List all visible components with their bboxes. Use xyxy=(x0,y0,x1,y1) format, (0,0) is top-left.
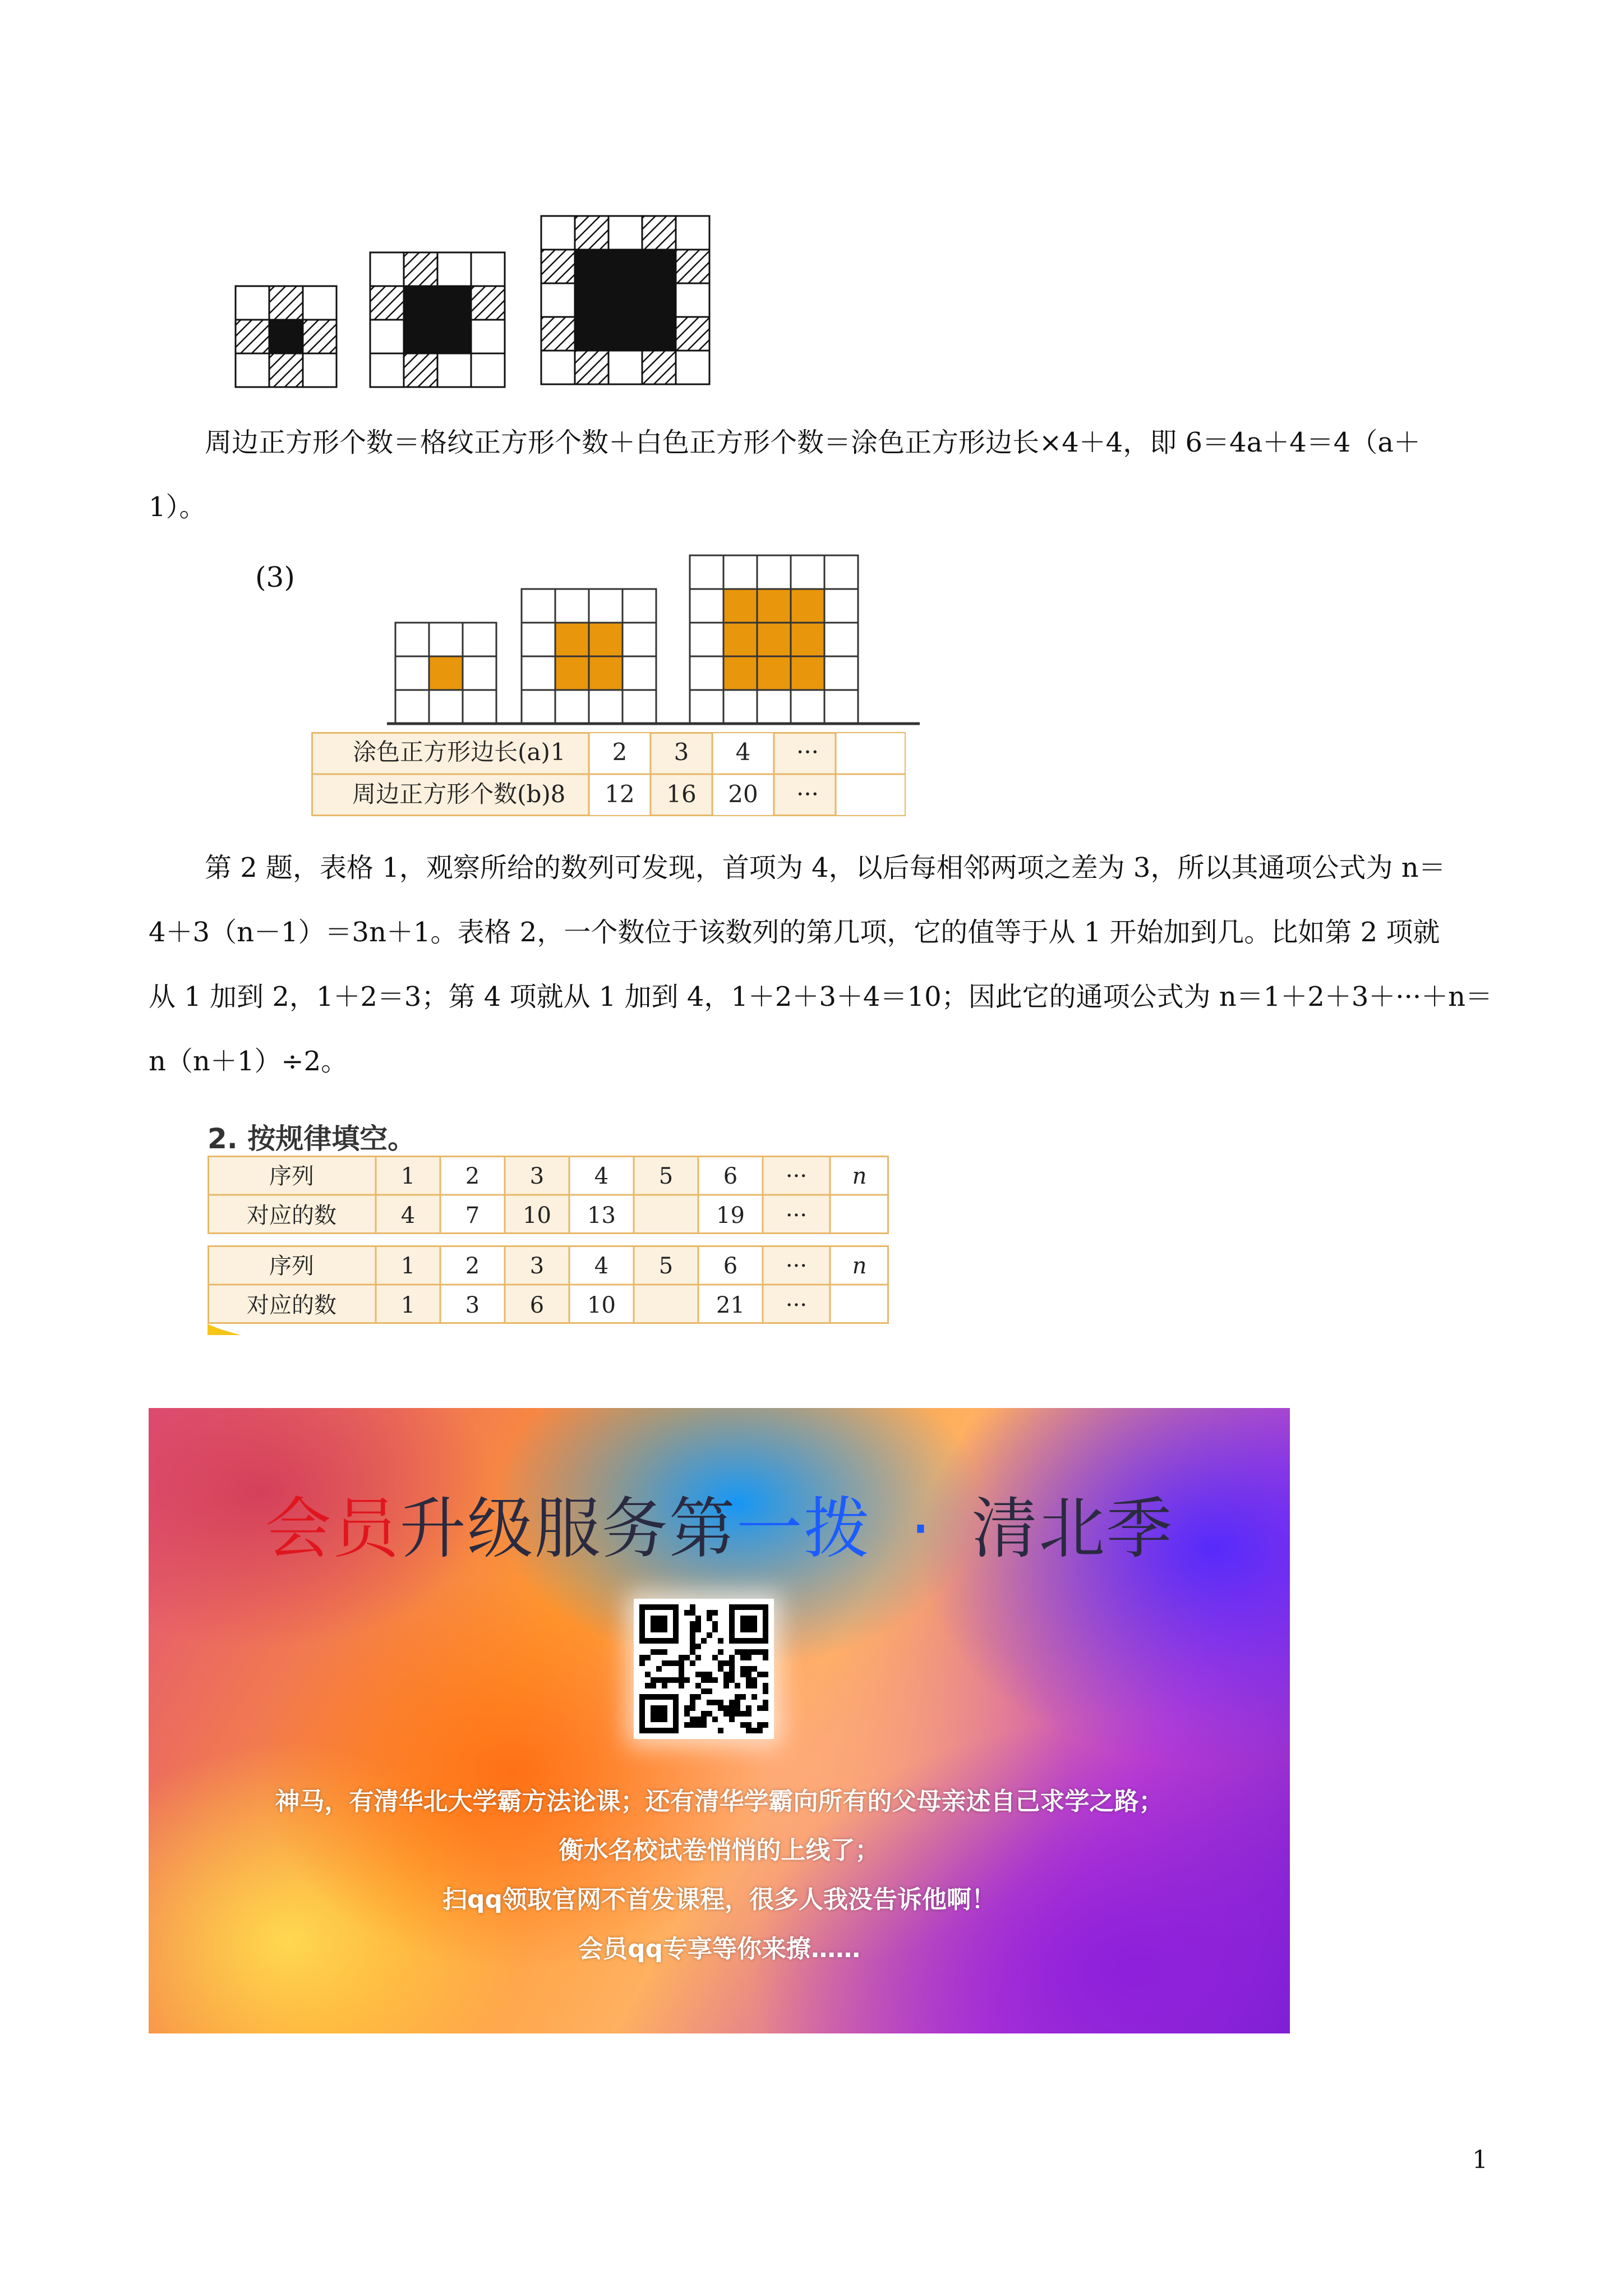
pattern-2 xyxy=(370,252,505,387)
value-cell: 19 xyxy=(716,1203,745,1228)
sequence-cell: ··· xyxy=(785,1253,808,1279)
pattern-figure xyxy=(224,213,729,398)
sequence-cell: 2 xyxy=(465,1163,480,1189)
banner-line-2: 衡水名校试卷悄悄的上线了； xyxy=(559,1836,880,1865)
sequence-cell: 5 xyxy=(658,1163,674,1189)
value-cell: ··· xyxy=(785,1292,808,1318)
sequence-cell: n xyxy=(852,1253,867,1279)
promo-banner[interactable] xyxy=(149,1408,1290,2033)
pattern-3 xyxy=(541,216,709,384)
value-cell: 10 xyxy=(587,1292,616,1318)
row-label-sequence: 序列 xyxy=(269,1163,314,1189)
value-cell: 4 xyxy=(400,1203,416,1228)
figure-3-label: (3) xyxy=(255,561,295,593)
row-b-label: 周边正方形个数(b) xyxy=(352,780,551,808)
sequence-cell: 3 xyxy=(529,1163,545,1189)
a-value: 2 xyxy=(612,738,628,766)
sequence-cell: ··· xyxy=(785,1163,808,1189)
a-value: 3 xyxy=(674,738,689,766)
b-value: 8 xyxy=(550,780,566,808)
paragraph-2-line-4: n（n＋1）÷2。 xyxy=(149,1046,348,1077)
paragraph-2-line-3: 从 1 加到 2，1＋2＝3；第 4 项就从 1 加到 4，1＋2＋3＋4＝10；因此它的通项公式为 n＝1＋2＋3＋···＋n＝ xyxy=(149,981,1493,1013)
row-label-value: 对应的数 xyxy=(247,1292,336,1318)
banner-line-4: 会员qq专享等你来撩…… xyxy=(578,1935,860,1963)
banner-line-1: 神马，有清华北大学霸方法论课；还有清华学霸向所有的父母亲述自己求学之路； xyxy=(275,1787,1164,1816)
paragraph-2-line-1: 第 2 题，表格 1，观察所给的数列可发现，首项为 4，以后每相邻两项之差为 3，所以其通项公式为 n＝ xyxy=(205,852,1446,884)
value-cell: ··· xyxy=(785,1203,808,1228)
sequence-cell: 6 xyxy=(723,1253,738,1279)
question-2-tables xyxy=(208,1156,909,1335)
banner-title xyxy=(149,1475,1290,1571)
banner-title-part-2: 升级服务第 xyxy=(399,1490,736,1567)
b-value: 16 xyxy=(666,780,697,808)
sequence-table-2 xyxy=(208,1245,889,1324)
orange-grids xyxy=(387,555,920,724)
paragraph-1 xyxy=(149,411,1489,540)
paragraph-2 xyxy=(149,836,1493,1094)
page-number: 1 xyxy=(1472,2146,1488,2174)
b-value: 12 xyxy=(605,780,635,808)
value-cell: 6 xyxy=(529,1292,545,1318)
pattern-1 xyxy=(236,286,336,387)
value-cell: 1 xyxy=(400,1292,416,1318)
banner-title-part-1: 会员 xyxy=(265,1490,400,1567)
sequence-cell: 1 xyxy=(400,1163,416,1189)
value-cell: 7 xyxy=(465,1203,480,1228)
banner-title-part-4: 清北季 xyxy=(971,1490,1174,1567)
sequence-cell: 4 xyxy=(594,1163,609,1189)
row-label-sequence: 序列 xyxy=(269,1253,314,1279)
sequence-cell: 1 xyxy=(400,1253,416,1279)
a-value: 1 xyxy=(550,738,566,766)
sequence-cell: 5 xyxy=(658,1253,674,1279)
banner-title-separator: · xyxy=(910,1490,933,1567)
sequence-cell: 2 xyxy=(465,1253,480,1279)
banner-title-part-3: 一拨 xyxy=(736,1490,871,1567)
sequence-table-1 xyxy=(208,1156,889,1234)
value-cell: 13 xyxy=(587,1203,616,1228)
a-value: ··· xyxy=(796,738,819,766)
paragraph-1-line-2: 1）。 xyxy=(149,491,206,523)
b-value: ··· xyxy=(796,780,819,808)
b-value: 20 xyxy=(728,780,758,808)
question-2-title: 2. 按规律填空。 xyxy=(208,1122,416,1155)
value-cell: 10 xyxy=(523,1203,551,1228)
sequence-cell: 6 xyxy=(723,1163,738,1189)
a-value: 4 xyxy=(735,738,751,766)
banner-line-3: 扫qq领取官网不首发课程，很多人我没告诉他啊！ xyxy=(442,1885,996,1914)
orange-grid-figure xyxy=(381,553,920,726)
paragraph-2-line-2: 4＋3（n－1）＝3n＋1。表格 2，一个数位于该数列的第几项，它的值等于从 1 开始加到几。比如第 2 项就 xyxy=(149,917,1440,948)
value-cell: 21 xyxy=(716,1292,745,1318)
sequence-cell: n xyxy=(852,1163,867,1189)
value-cell: 3 xyxy=(465,1292,480,1318)
sequence-cell: 3 xyxy=(529,1253,545,1279)
sequence-cell: 4 xyxy=(594,1253,609,1279)
row-label-value: 对应的数 xyxy=(247,1203,336,1228)
row-a-label: 涂色正方形边长(a) xyxy=(353,738,550,766)
qr-code-icon[interactable] xyxy=(634,1599,774,1739)
figure-3-table xyxy=(311,732,906,816)
paragraph-1-line-1: 周边正方形个数＝格纹正方形个数＋白色正方形个数＝涂色正方形边长×4＋4，即 6＝4a＋4＝4（a＋ xyxy=(205,427,1421,458)
